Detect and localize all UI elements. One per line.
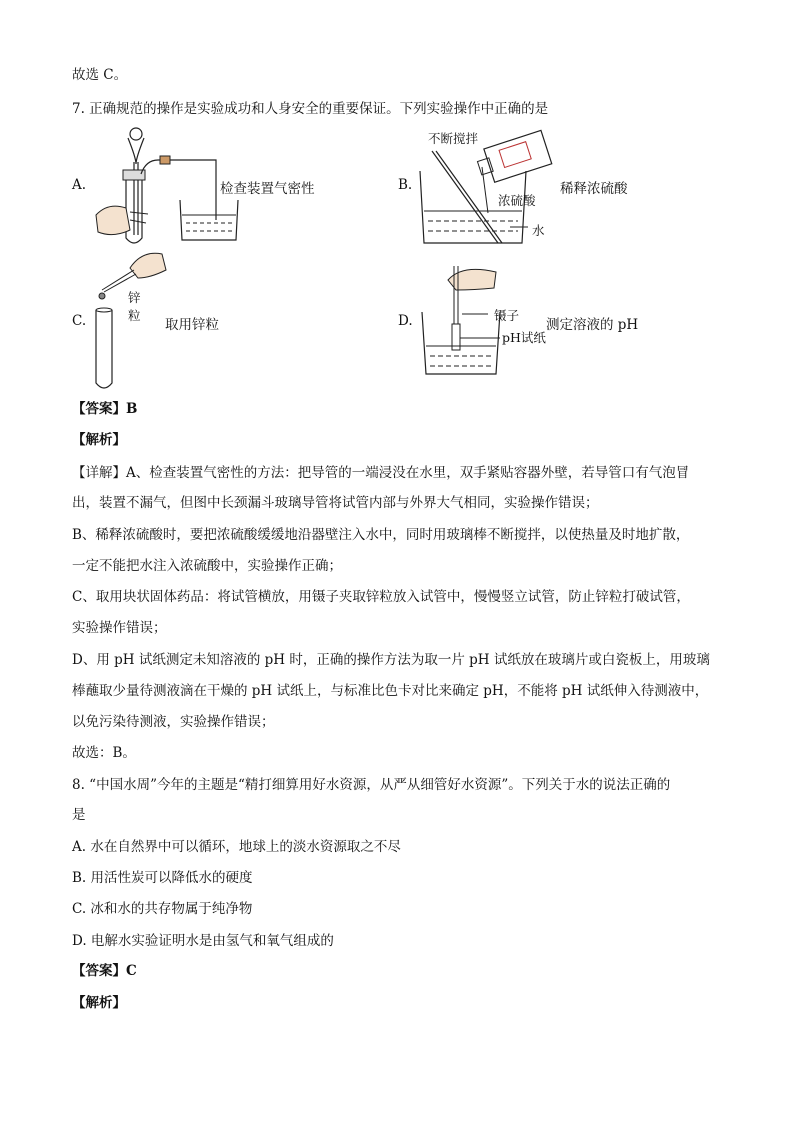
- question-8-stem: 8. “中国水周”今年的主题是“精打细算用好水资源，从严从细管好水资源”。下列关于水的说法正确的: [72, 777, 671, 793]
- label-zinc-1: 锌: [128, 290, 141, 305]
- q7-detail-line-1: 【详解】A、检查装置气密性的方法：把导管的一端浸没在水里，双手紧贴容器外壁，若导管口有气泡冒: [72, 465, 690, 481]
- q7-final-choice: 故选：B。: [72, 745, 136, 761]
- option-d-caption: 测定溶液的 pH: [546, 317, 639, 333]
- option-c-caption: 取用锌粒: [165, 317, 219, 333]
- q7-detail-line-7: D、用 pH 试纸测定未知溶液的 pH 时，正确的操作方法为取一片 pH 试纸放在玻璃片或白瓷板上，用玻璃: [72, 652, 710, 668]
- q8-analysis-title: 【解析】: [72, 995, 126, 1011]
- label-zinc-2: 粒: [128, 308, 141, 323]
- option-a-label: A.: [72, 177, 87, 193]
- option-c-label: C.: [72, 313, 87, 329]
- label-water: 水: [532, 223, 545, 238]
- q7-detail-line-6: 实验操作错误；: [72, 620, 167, 636]
- q7-detail-line-9: 以免污染待测液，实验操作错误；: [72, 714, 275, 730]
- q7-detail-line-3: B、稀释浓硫酸时，要把浓硫酸缓缓地沿器壁注入水中，同时用玻璃棒不断搅拌，以使热量及时地扩散，: [72, 527, 690, 543]
- q7-answer: 【答案】B: [72, 401, 138, 417]
- question-8-stem-cont: 是: [72, 807, 86, 823]
- q7-detail-line-2: 出，装置不漏气，但图中长颈漏斗玻璃导管将试管内部与外界大气相同，实验操作错误；: [72, 495, 599, 511]
- option-a-caption: 检查装置气密性: [220, 181, 315, 197]
- option-d-label: D.: [398, 313, 413, 329]
- q7-detail-line-5: C、取用块状固体药品：将试管横放，用镊子夹取锌粒放入试管中，慢慢竖立试管，防止锌粒打破试管，: [72, 589, 690, 605]
- previous-answer: 故选 C。: [72, 67, 128, 83]
- label-tweezers: 镊子: [494, 308, 520, 323]
- label-stirring: 不断搅拌: [428, 131, 479, 146]
- option-b-label: B.: [398, 177, 413, 193]
- question-7-stem: 7. 正确规范的操作是实验成功和人身安全的重要保证。下列实验操作中正确的是: [72, 101, 549, 117]
- option-b-caption: 稀释浓硫酸: [560, 181, 628, 197]
- label-conc-acid: 浓硫酸: [498, 193, 536, 208]
- q8-option-c: C. 冰和水的共存物属于纯净物: [72, 901, 253, 917]
- q8-answer: 【答案】C: [72, 963, 137, 979]
- q8-option-a: A. 水在自然界中可以循环，地球上的淡水资源取之不尽: [72, 839, 401, 855]
- q7-detail-line-8: 棒蘸取少量待测液滴在干燥的 pH 试纸上，与标准比色卡对比来确定 pH，不能将 pH 试纸伸入待测液中，: [72, 683, 709, 699]
- label-ph-paper: pH试纸: [502, 330, 546, 345]
- q8-option-b: B. 用活性炭可以降低水的硬度: [72, 870, 253, 886]
- ph-test-figure: [418, 262, 558, 382]
- q8-option-d: D. 电解水实验证明水是由氢气和氧气组成的: [72, 933, 334, 949]
- zinc-granule-figure: [90, 248, 170, 393]
- q7-analysis-title: 【解析】: [72, 432, 126, 448]
- q7-detail-line-4: 一定不能把水注入浓硫酸中，实验操作正确；: [72, 558, 342, 574]
